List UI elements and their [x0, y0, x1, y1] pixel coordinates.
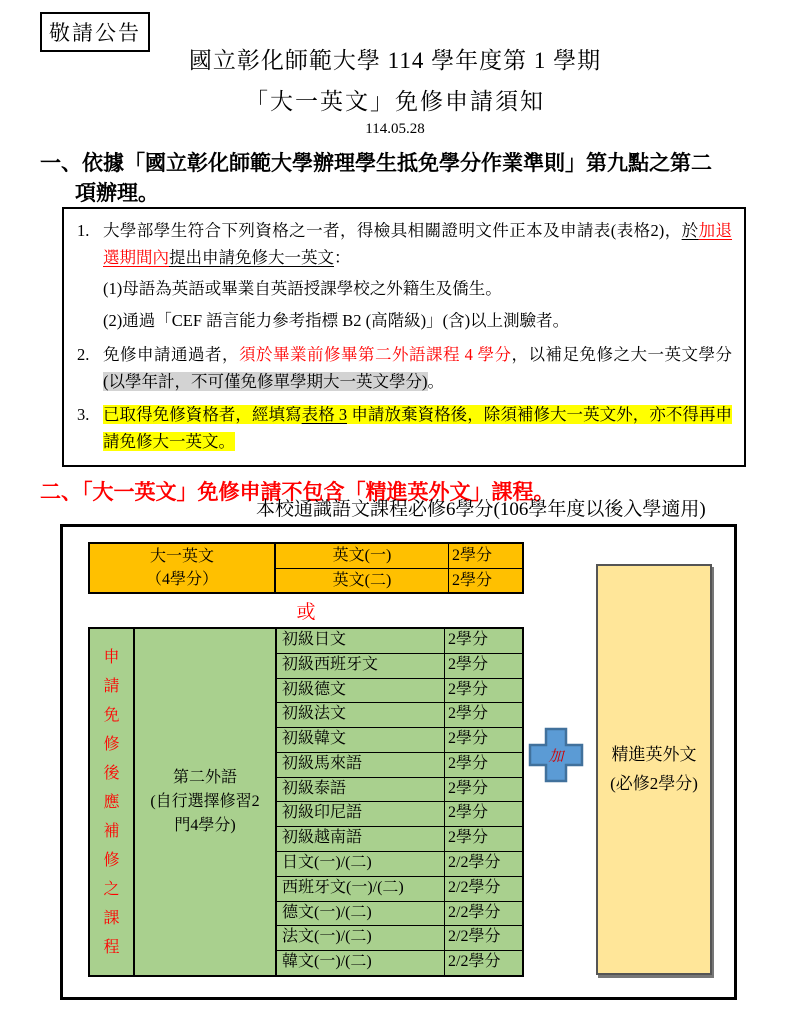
- course-row: [277, 852, 522, 877]
- course-name: 初級馬來語: [277, 753, 445, 777]
- text-segment: ：: [334, 247, 351, 267]
- course-credits: 2/2學分: [448, 953, 501, 971]
- rule-item-1-text: [103, 221, 732, 267]
- course-row: [277, 703, 522, 728]
- section-1-heading-line2: 項辦理。: [75, 181, 159, 206]
- course-row: [277, 753, 522, 778]
- remedial-side-label: [90, 629, 135, 975]
- course-credits: 2學分: [448, 680, 489, 698]
- course-name: 英文(一): [276, 544, 449, 568]
- rule-item-1-subitem-2: (2)通過「CEF 語言能力參考指標 B2 (高階級)」(含)以上測驗者。: [103, 311, 570, 331]
- section-1-heading-line1: 一、依據「國立彰化師範大學辦理學生抵免學分作業準則」第九點之第二: [40, 151, 712, 175]
- rule-item-3-body: [103, 402, 732, 455]
- text-segment: 於: [681, 221, 699, 240]
- course-row: [277, 654, 522, 679]
- group-label-line2: (自行選擇修習2: [150, 793, 260, 810]
- course-row: [277, 877, 522, 902]
- course-name: 初級韓文: [277, 728, 445, 752]
- course-row: [277, 728, 522, 753]
- course-credits: 2學分: [448, 655, 489, 673]
- rules-box: [62, 207, 746, 467]
- text-segment: (以學年計，不可僅免修單學期大一英文學分): [103, 371, 428, 391]
- course-row: [277, 926, 522, 951]
- text-segment: 已取得免修資格者，經填寫: [103, 405, 302, 425]
- course-credits: 2學分: [448, 779, 489, 797]
- course-row: [277, 778, 522, 803]
- course-credits: 2學分: [448, 730, 489, 748]
- document-header: [0, 42, 790, 138]
- course-name: 法文(一)/(二): [277, 926, 445, 950]
- course-credits: 2/2學分: [448, 903, 501, 921]
- course-row: [277, 679, 522, 704]
- group-label-line3: 門4學分): [174, 817, 236, 834]
- course-name: 初級法文: [277, 703, 445, 727]
- course-credits: 2學分: [448, 804, 489, 822]
- second-language-table: [88, 627, 524, 977]
- course-name: 初級越南語: [277, 827, 445, 851]
- curriculum-diagram: [60, 524, 737, 1000]
- course-credits: 2/2學分: [448, 928, 501, 946]
- text-segment: 。: [427, 371, 444, 391]
- rule-item-3-text: [103, 405, 732, 451]
- course-row: [277, 902, 522, 927]
- course-credits: 2學分: [452, 547, 493, 564]
- rule-item-1-subitem-1: (1)母語為英語或畢業自英語授課學校之外籍生及僑生。: [103, 279, 502, 299]
- document-title-line1: 國立彰化師範大學 114 學年度第 1 學期: [188, 48, 602, 73]
- second-language-group-label: [135, 629, 277, 975]
- second-language-rows: [277, 629, 522, 975]
- rule-item-3: [74, 402, 732, 455]
- freshman-english-rows: [276, 544, 522, 592]
- course-row: [277, 951, 522, 975]
- section-1-heading: [40, 148, 754, 209]
- course-row: [277, 827, 522, 852]
- text-segment: 加退選期間內: [103, 221, 733, 267]
- course-credits: 2學分: [448, 829, 489, 847]
- course-credits: 2學分: [448, 705, 489, 723]
- freshman-english-title: 大一英文: [149, 547, 214, 565]
- course-name: 西班牙文(一)/(二): [277, 877, 445, 901]
- text-segment: 大學部學生符合下列資格之一者，得檢具相關證明文件正本及申請表(表格2)，: [103, 221, 682, 240]
- course-name: 韓文(一)/(二): [277, 951, 445, 975]
- section-2-heading: 二、「大一英文」免修申請不包含「精進英外文」課程。: [40, 480, 555, 504]
- advanced-english-panel: [596, 564, 712, 975]
- announcement-stamp: 敬請公告: [40, 12, 150, 52]
- group-label-line1: 第二外語: [172, 769, 237, 786]
- course-name: 德文(一)/(二): [277, 902, 445, 926]
- course-row: [276, 544, 522, 569]
- course-name: 初級德文: [277, 679, 445, 703]
- course-credits: 2/2學分: [448, 878, 501, 896]
- course-name: 英文(二): [276, 569, 449, 593]
- course-row: [277, 629, 522, 654]
- course-name: 初級印尼語: [277, 802, 445, 826]
- course-row: [277, 802, 522, 827]
- advanced-english-title: 精進英外文: [611, 744, 697, 764]
- document-date: 114.05.28: [365, 121, 425, 137]
- course-name: 初級日文: [277, 629, 445, 653]
- text-segment: 提出申請免修大一英文: [169, 247, 334, 267]
- rule-item-3-number: 3.: [77, 405, 90, 425]
- freshman-english-table: [88, 542, 524, 594]
- rule-item-2-body: [103, 342, 732, 395]
- course-name: 初級西班牙文: [277, 654, 445, 678]
- course-row: [276, 569, 522, 593]
- rule-item-1-body: [103, 218, 732, 335]
- rule-item-2-text: [103, 345, 732, 391]
- course-credits: 2/2學分: [448, 854, 501, 872]
- or-label: 或: [296, 602, 316, 623]
- freshman-english-credits: （4學分）: [145, 571, 218, 588]
- course-name: 日文(一)/(二): [277, 852, 445, 876]
- text-segment: ，以補足免修之大一英文學分: [511, 344, 732, 364]
- rule-item-1-number: 1.: [77, 221, 90, 240]
- document-title-line2: 「大一英文」免修申請須知: [245, 89, 545, 114]
- credit-requirement-note: 本校通識語文課程必修6學分(106學年度以後入學適用): [256, 499, 706, 520]
- rule-item-2-number: 2.: [77, 344, 90, 364]
- text-segment: 表格 3: [301, 405, 348, 425]
- text-segment: 免修申請通過者，: [103, 344, 239, 364]
- rule-item-1: [74, 218, 732, 335]
- course-name: 初級泰語: [277, 778, 445, 802]
- freshman-english-label-cell: [90, 544, 276, 592]
- remedial-side-label-text: 申請免修後應補修之課程: [103, 648, 120, 956]
- text-segment: 須於畢業前修畢第二外語課程 4 學分: [239, 344, 512, 364]
- plus-icon: [525, 724, 587, 786]
- rule-item-2: [74, 342, 732, 395]
- course-credits: 2學分: [448, 754, 489, 772]
- text-segment: 申請放棄資格後，除須補修大一英文外，亦不得再申請免修大一英文。: [103, 405, 733, 452]
- plus-label: 加: [548, 748, 564, 765]
- course-credits: 2學分: [452, 571, 493, 589]
- advanced-english-credits: (必修2學分): [610, 773, 698, 793]
- course-credits: 2學分: [448, 631, 489, 648]
